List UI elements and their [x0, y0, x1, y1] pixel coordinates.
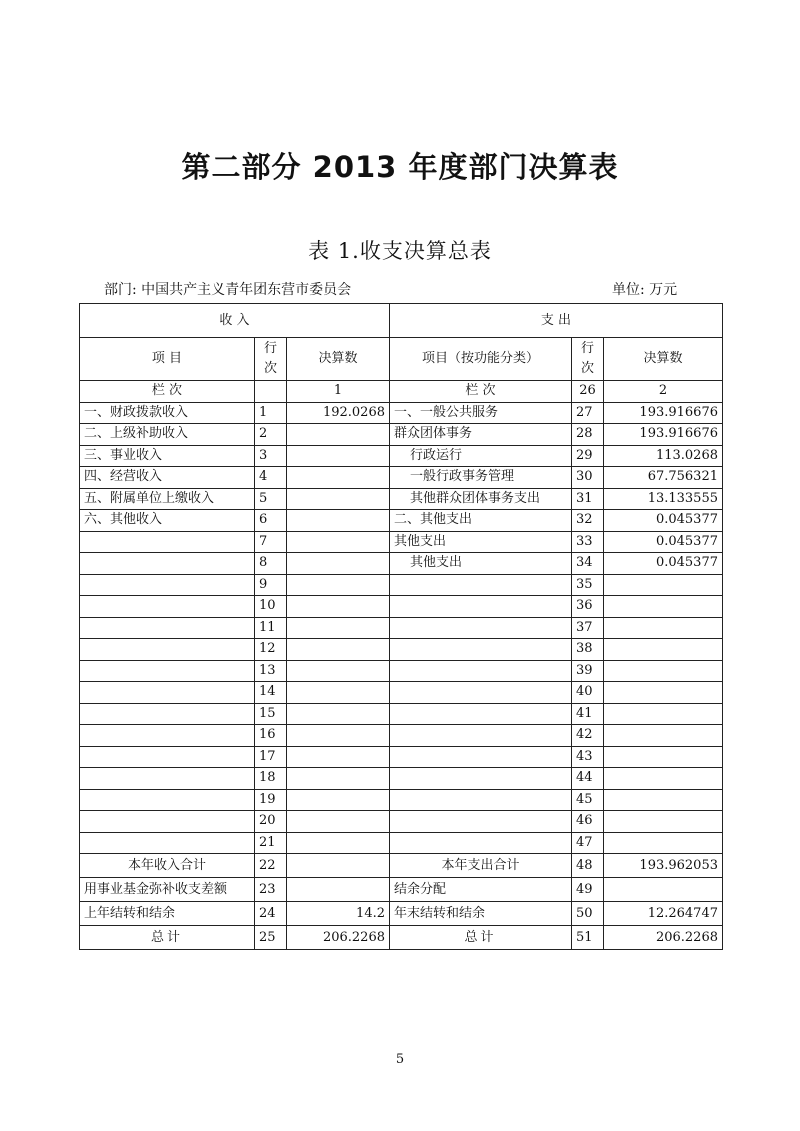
expense-amount: 0.045377	[604, 553, 723, 575]
income-item	[80, 574, 255, 596]
expense-item	[390, 746, 572, 768]
income-item	[80, 746, 255, 768]
income-item	[80, 789, 255, 811]
income-line: 17	[255, 746, 287, 768]
expense-line: 48	[572, 854, 604, 878]
expense-amount	[604, 660, 723, 682]
income-line: 13	[255, 660, 287, 682]
expense-line: 27	[572, 402, 604, 424]
income-line: 7	[255, 531, 287, 553]
financial-summary-table	[79, 303, 723, 950]
income-item	[80, 725, 255, 747]
expense-item: 群众团体事务	[390, 424, 572, 446]
table-row	[80, 574, 723, 596]
income-item	[80, 553, 255, 575]
expense-item: 一般行政事务管理	[390, 467, 572, 489]
table-row	[80, 531, 723, 553]
expense-amount: 206.2268	[604, 926, 723, 950]
expense-line: 29	[572, 445, 604, 467]
income-amount: 206.2268	[287, 926, 390, 950]
expense-amount	[604, 811, 723, 833]
table-row	[80, 639, 723, 661]
expense-item	[390, 832, 572, 854]
expense-item: 其他群众团体事务支出	[390, 488, 572, 510]
expense-line: 34	[572, 553, 604, 575]
income-amount	[287, 617, 390, 639]
expense-amount: 67.756321	[604, 467, 723, 489]
expense-item	[390, 617, 572, 639]
table-row	[80, 926, 723, 950]
income-line: 22	[255, 854, 287, 878]
income-line: 2	[255, 424, 287, 446]
income-amount	[287, 811, 390, 833]
expense-line: 42	[572, 725, 604, 747]
income-line: 1	[255, 402, 287, 424]
income-amount	[287, 682, 390, 704]
income-item: 一、财政拨款收入	[80, 402, 255, 424]
table-row	[80, 902, 723, 926]
expense-line: 32	[572, 510, 604, 532]
section-header-row	[80, 304, 723, 338]
lanci-income-label: 栏 次	[80, 381, 255, 403]
income-amount	[287, 510, 390, 532]
expense-amount: 13.133555	[604, 488, 723, 510]
table-row	[80, 488, 723, 510]
income-amount	[287, 703, 390, 725]
table-row	[80, 467, 723, 489]
income-line: 3	[255, 445, 287, 467]
income-item	[80, 596, 255, 618]
income-amount	[287, 553, 390, 575]
expense-line: 41	[572, 703, 604, 725]
expense-item	[390, 811, 572, 833]
lanci-income-line	[255, 381, 287, 403]
income-amount	[287, 789, 390, 811]
expense-amount: 193.962053	[604, 854, 723, 878]
income-line: 24	[255, 902, 287, 926]
lanci-expense-line: 26	[572, 381, 604, 403]
income-amount	[287, 467, 390, 489]
income-amount	[287, 832, 390, 854]
income-item: 上年结转和结余	[80, 902, 255, 926]
table-row	[80, 854, 723, 878]
expense-amount: 113.0268	[604, 445, 723, 467]
income-amount	[287, 445, 390, 467]
income-amount	[287, 488, 390, 510]
expense-line: 50	[572, 902, 604, 926]
income-amount	[287, 878, 390, 902]
income-line: 8	[255, 553, 287, 575]
table-row	[80, 596, 723, 618]
income-item	[80, 832, 255, 854]
expense-line: 43	[572, 746, 604, 768]
expense-item	[390, 660, 572, 682]
income-item: 用事业基金弥补收支差额	[80, 878, 255, 902]
expense-item: 行政运行	[390, 445, 572, 467]
income-item: 三、事业收入	[80, 445, 255, 467]
expense-item	[390, 596, 572, 618]
income-item: 五、附属单位上缴收入	[80, 488, 255, 510]
expense-item	[390, 639, 572, 661]
expense-amount	[604, 725, 723, 747]
expense-item	[390, 574, 572, 596]
income-amount	[287, 768, 390, 790]
income-line: 11	[255, 617, 287, 639]
expense-item: 年末结转和结余	[390, 902, 572, 926]
expense-line: 35	[572, 574, 604, 596]
expense-amount	[604, 878, 723, 902]
income-amount: 14.2	[287, 902, 390, 926]
income-line: 19	[255, 789, 287, 811]
expense-amount: 0.045377	[604, 531, 723, 553]
col-expense-item: 项目（按功能分类）	[390, 338, 572, 381]
expense-line: 51	[572, 926, 604, 950]
income-line: 18	[255, 768, 287, 790]
income-amount	[287, 531, 390, 553]
expense-amount	[604, 703, 723, 725]
income-item	[80, 660, 255, 682]
expense-item	[390, 725, 572, 747]
income-item: 本年收入合计	[80, 854, 255, 878]
expense-line: 38	[572, 639, 604, 661]
income-amount	[287, 639, 390, 661]
expense-item: 一、一般公共服务	[390, 402, 572, 424]
table-row	[80, 789, 723, 811]
table-row	[80, 445, 723, 467]
expense-line: 45	[572, 789, 604, 811]
table-row	[80, 832, 723, 854]
income-item	[80, 682, 255, 704]
income-amount	[287, 746, 390, 768]
expense-line: 36	[572, 596, 604, 618]
lanci-row	[80, 381, 723, 403]
expense-line: 40	[572, 682, 604, 704]
expense-amount	[604, 639, 723, 661]
expense-line: 46	[572, 811, 604, 833]
expense-item	[390, 789, 572, 811]
expense-item	[390, 768, 572, 790]
table-row	[80, 553, 723, 575]
expense-amount: 12.264747	[604, 902, 723, 926]
table-row	[80, 682, 723, 704]
col-income-line: 行 次	[255, 338, 287, 381]
income-amount	[287, 424, 390, 446]
col-expense-line: 行 次	[572, 338, 604, 381]
income-item: 四、经营收入	[80, 467, 255, 489]
income-line: 5	[255, 488, 287, 510]
income-amount	[287, 574, 390, 596]
expense-item	[390, 682, 572, 704]
expense-item: 本年支出合计	[390, 854, 572, 878]
expense-amount	[604, 617, 723, 639]
expense-item: 其他支出	[390, 553, 572, 575]
expense-amount	[604, 746, 723, 768]
income-line: 21	[255, 832, 287, 854]
table-row	[80, 424, 723, 446]
income-line: 23	[255, 878, 287, 902]
table-row	[80, 811, 723, 833]
table-row	[80, 510, 723, 532]
expense-item: 其他支出	[390, 531, 572, 553]
page-number: 5	[395, 1052, 405, 1067]
table-row	[80, 617, 723, 639]
expense-amount	[604, 574, 723, 596]
income-line: 4	[255, 467, 287, 489]
unit-label: 单位: 万元	[612, 282, 678, 298]
table-title: 表 1.收支决算总表	[308, 239, 492, 263]
income-item	[80, 703, 255, 725]
col-expense-amount: 决算数	[604, 338, 723, 381]
expense-item	[390, 703, 572, 725]
expense-line: 28	[572, 424, 604, 446]
income-line: 12	[255, 639, 287, 661]
income-item	[80, 811, 255, 833]
expense-amount	[604, 832, 723, 854]
table-row	[80, 768, 723, 790]
income-line: 6	[255, 510, 287, 532]
col-income-item: 项 目	[80, 338, 255, 381]
expense-line: 37	[572, 617, 604, 639]
page-title: 第二部分 2013 年度部门决算表	[181, 150, 619, 184]
income-item: 六、其他收入	[80, 510, 255, 532]
department-label: 部门: 中国共产主义青年团东营市委员会	[104, 282, 352, 298]
income-amount	[287, 596, 390, 618]
expense-amount: 193.916676	[604, 402, 723, 424]
table-row	[80, 725, 723, 747]
expense-amount	[604, 682, 723, 704]
income-line: 10	[255, 596, 287, 618]
income-item	[80, 617, 255, 639]
income-item: 总计	[80, 926, 255, 950]
table-row	[80, 660, 723, 682]
expense-line: 44	[572, 768, 604, 790]
expense-line: 39	[572, 660, 604, 682]
income-line: 14	[255, 682, 287, 704]
expense-line: 33	[572, 531, 604, 553]
expense-amount: 0.045377	[604, 510, 723, 532]
income-line: 25	[255, 926, 287, 950]
expense-line: 31	[572, 488, 604, 510]
expense-item: 二、其他支出	[390, 510, 572, 532]
column-header-row	[80, 338, 723, 381]
expense-header: 支 出	[390, 304, 723, 338]
income-line: 20	[255, 811, 287, 833]
income-header: 收 入	[80, 304, 390, 338]
table-row	[80, 402, 723, 424]
table-row	[80, 703, 723, 725]
income-amount: 192.0268	[287, 402, 390, 424]
expense-amount: 193.916676	[604, 424, 723, 446]
table-row	[80, 878, 723, 902]
income-amount	[287, 725, 390, 747]
lanci-expense-label: 栏 次	[390, 381, 572, 403]
income-item	[80, 639, 255, 661]
table-row	[80, 746, 723, 768]
income-item: 二、上级补助收入	[80, 424, 255, 446]
lanci-expense-num: 2	[604, 381, 723, 403]
income-line: 15	[255, 703, 287, 725]
col-income-amount: 决算数	[287, 338, 390, 381]
income-amount	[287, 854, 390, 878]
expense-amount	[604, 768, 723, 790]
expense-line: 30	[572, 467, 604, 489]
lanci-income-num: 1	[287, 381, 390, 403]
income-line: 16	[255, 725, 287, 747]
expense-line: 49	[572, 878, 604, 902]
income-item	[80, 531, 255, 553]
income-amount	[287, 660, 390, 682]
expense-amount	[604, 789, 723, 811]
income-line: 9	[255, 574, 287, 596]
expense-item: 总计	[390, 926, 572, 950]
expense-item: 结余分配	[390, 878, 572, 902]
income-item	[80, 768, 255, 790]
expense-line: 47	[572, 832, 604, 854]
expense-amount	[604, 596, 723, 618]
